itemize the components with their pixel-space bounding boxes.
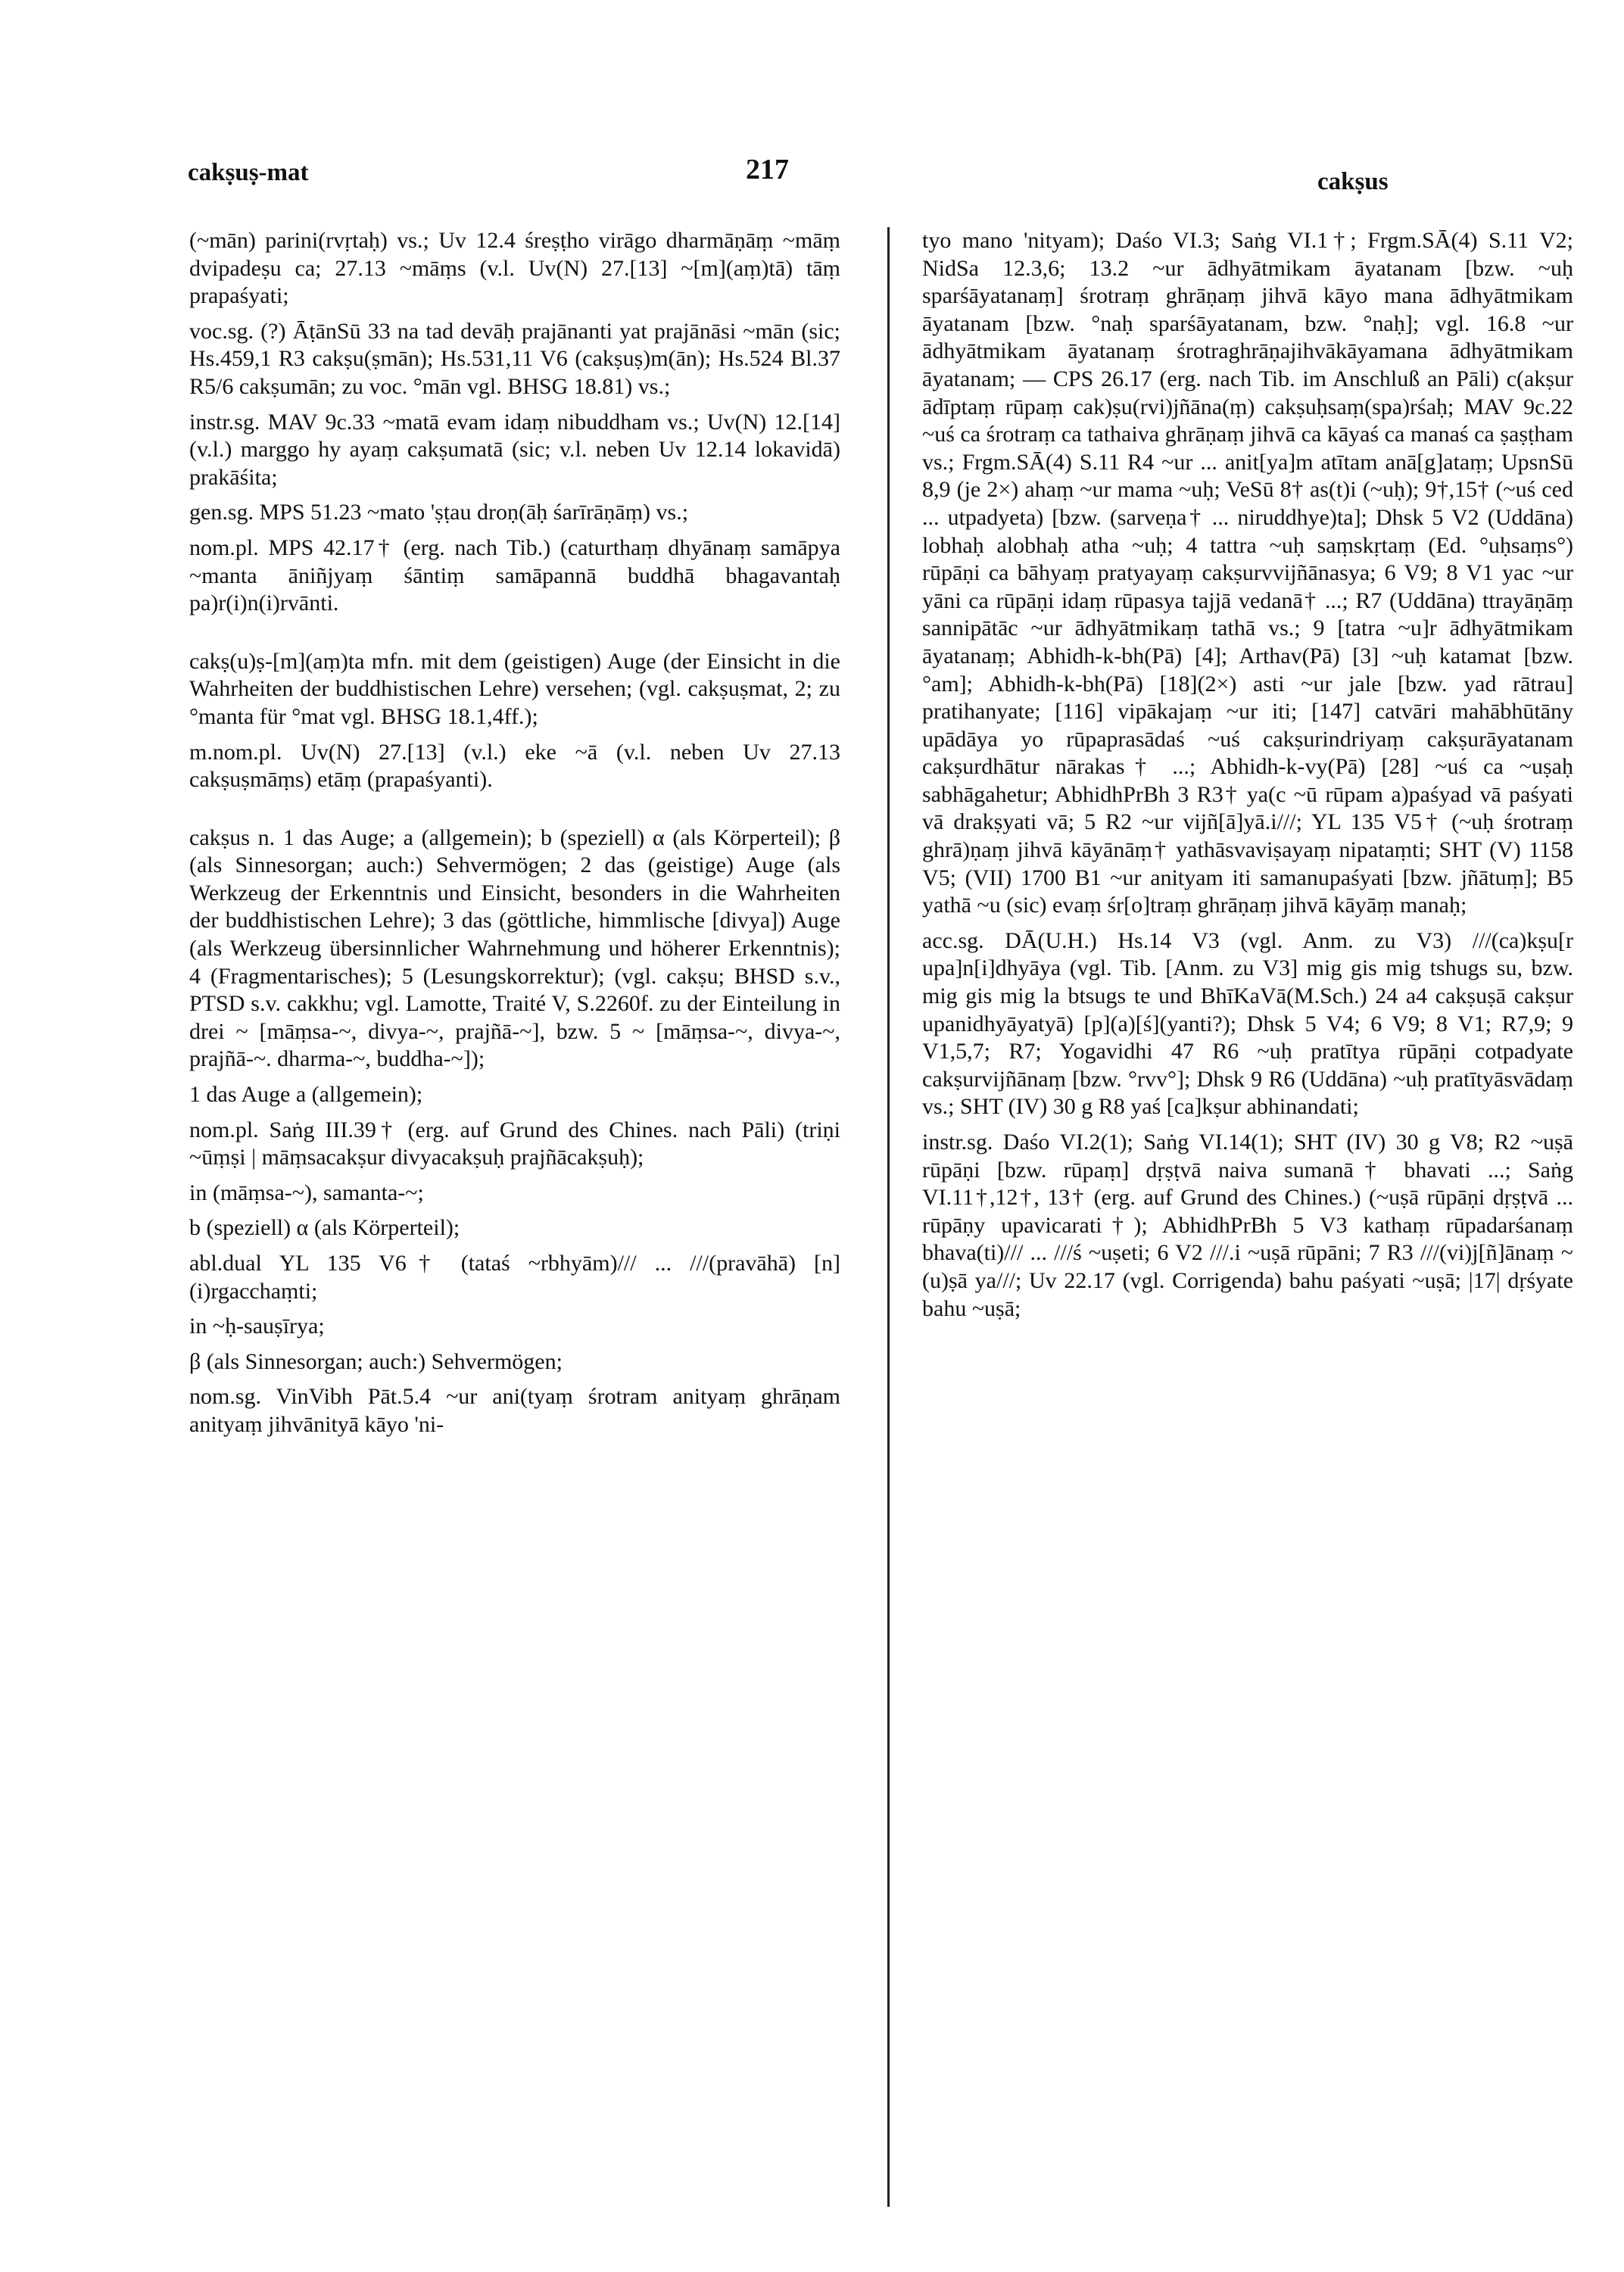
entry-paragraph: voc.sg. (?) ĀṭānSū 33 na tad devāḥ prajānanti yat prajānāsi ~mān (sic; Hs.459,1 R3 cakṣu(ṣmān); Hs.531,11 V6 (cakṣuṣ)m(ān); Hs.524 Bl.37 R5/6 cakṣumān; zu voc. °mān vgl. BHSG 18.81) vs.;	[189, 318, 840, 399]
entry-paragraph: acc.sg. DĀ(U.H.) Hs.14 V3 (vgl. Anm. zu V3) ///(ca)kṣu[r upa]n[i]dhyāya (vgl. Tib. [Anm. zu V3] mig gis mig tshugs su, bzw. mig gis mig la btsugs te und BhīKaVā(M.Sch.) 24 a4 cakṣuṣā cakṣur upanidhyāyatyā) [p](a)[ś](yanti?); Dhsk 5 V4; 6 V9; 8 V1; R7,9; 9 V1,5,7; R7; Yogavidhi 47 R6 ~uḥ pratītya rūpāṇi cotpadyate cakṣurvijñānaṃ [bzw. °rvv°]; Dhsk 9 R6 (Uddāna) ~uḥ pratītyāsvādaṃ vs.; SHT (IV) 30 g R8 yaś [ca]kṣur abhinandati;	[922, 927, 1573, 1120]
entry-paragraph: nom.pl. Saṅg III.39† (erg. auf Grund des Chines. nach Pāli) (triṇi ~ūṃṣi | māṃsacakṣur divyacakṣuḥ prajñācakṣuḥ);	[189, 1117, 840, 1170]
entry-paragraph: gen.sg. MPS 51.23 ~mato 'ṣṭau droṇ(āḥ śarīrāṇāṃ) vs.;	[189, 500, 689, 525]
right-column	[922, 227, 1573, 1323]
headword-entry: cakṣus n. 1 das Auge; a (allgemein); b (speziell) α (als Körperteil); β (als Sinnesorgan; auch:) Sehvermögen; 2 das (geistige) Auge (als Werkzeug der Erkenntnis und Einsicht, besonders in die Wahrheiten der buddhistischen Lehre); 3 das (göttliche, himmlische [divya]) Auge (als Werkzeug übersinnlicher Wahrnehmung und höherer Erkenntnis); 4 (Fragmentarisches); 5 (Lesungskorrektur); (vgl. cakṣu; BHSD s.v., PTSD s.v. cakkhu; vgl. Lamotte, Traité V, S.2260f. zu der Einteilung in drei ~ [māṃsa-~, divya-~, prajñā-~], bzw. 5 ~ [māṃsa-~, divya-~, prajñā-~. dharma-~, buddha-~]);	[189, 824, 840, 1072]
entry-paragraph: instr.sg. MAV 9c.33 ~matā evam idaṃ nibuddham vs.; Uv(N) 12.[14] (v.l.) marggo hy ayaṃ cakṣumatā (sic; v.l. neben Uv 12.14 lokavidā) prakāśita;	[189, 409, 840, 490]
column-divider	[887, 227, 890, 2207]
sense-heading: β (als Sinnesorgan; auch:) Sehvermögen;	[189, 1348, 563, 1374]
entry-paragraph: nom.sg. VinVibh Pāt.5.4 ~ur ani(tyaṃ śrotram anityaṃ ghrāṇam anityaṃ jihvānityā kāyo 'ni-	[189, 1384, 840, 1437]
headword-entry: cakṣ(u)ṣ-[m](aṃ)ta mfn. mit dem (geistigen) Auge (der Einsicht in die Wahrheiten der buddhistischen Lehre) versehen; (vgl. cakṣuṣmat, 2; zu °manta für °mat vgl. BHSG 18.1,4ff.);	[189, 648, 840, 729]
entry-paragraph: abl.dual YL 135 V6† (tataś ~rbhyām)/// ... ///(pravāhā) [n](i)rgacchaṃti;	[189, 1251, 840, 1304]
running-head-right: cakṣus	[1317, 168, 1389, 195]
entry-paragraph: (~mān) parini(rvṛtaḥ) vs.; Uv 12.4 śreṣṭho virāgo dharmāṇāṃ ~māṃ dvipadeṣu ca; 27.13 ~māṃs (v.l. Uv(N) 27.[13] ~[m](aṃ)tā) tāṃ prapaśyati;	[189, 228, 840, 309]
entry-paragraph: instr.sg. Daśo VI.2(1); Saṅg VI.14(1); SHT (IV) 30 g V8; R2 ~uṣā rūpāṇi [bzw. rūpaṃ] dṛṣṭvā naiva sumanā† bhavati ...; Saṅg VI.11†,12†, 13† (erg. auf Grund des Chines.) (~uṣā rūpāṇi dṛṣṭvā ... rūpāṇy upavicarati†); AbhidhPrBh 5 V3 kathaṃ rūpadarśanaṃ bhava(ti)/// ... ///ś ~uṣeti; 6 V2 ///.i ~uṣā rūpāni; 7 R3 ///(vi)j[ñ]ānaṃ ~(u)ṣā ya///; Uv 22.17 (vgl. Corrigenda) bahu paśyati ~uṣā; |17| dṛśyate bahu ~uṣā;	[922, 1130, 1573, 1321]
entry-paragraph: in ~ḥ-sauṣīrya;	[189, 1314, 325, 1339]
sense-heading: 1 das Auge a (allgemein);	[189, 1082, 423, 1108]
entry-paragraph: in (māṃsa-~), samanta-~;	[189, 1180, 424, 1205]
entry-paragraph: nom.pl. MPS 42.17† (erg. nach Tib.) (caturthaṃ dhyānaṃ samāpya ~manta āniñjyaṃ śāntiṃ samāpannā buddhā bhagavantaḥ pa)r(i)n(i)rvānti.	[189, 534, 840, 616]
entry-paragraph: m.nom.pl. Uv(N) 27.[13] (v.l.) eke ~ā (v.l. neben Uv 27.13 cakṣuṣmāṃs) etāṃ (prapaśyanti).	[189, 739, 840, 793]
sense-heading: b (speziell) α (als Körperteil);	[189, 1215, 460, 1241]
entry-paragraph: tyo mano 'nityam); Daśo VI.3; Saṅg VI.1†; Frgm.SĀ(4) S.11 V2; NidSa 12.3,6; 13.2 ~ur ādhyātmikam āyatanam [bzw. ~uḥ sparśāyatanaṃ] śrotraṃ ghrāṇaṃ jihvā kāyo mana ādhyātmikam āyatanam [bzw. °naḥ sparśāyatanam, bzw. °naḥ]; vgl. 16.8 ~ur ādhyātmikam āyatanaṃ śrotraghrāṇajihvākāyamana ādhyātmikam āyatanam; — CPS 26.17 (erg. nach Tib. im Anschluß an Pāli) c(akṣur ādīptaṃ rūpaṃ cak)ṣu(rvi)jñāna(ṃ) cakṣuḥsaṃ(spa)rśaḥ; MAV 9c.22 ~uś ca śrotraṃ ca tathaiva ghrāṇaṃ jihvā ca kāyaś ca manaś ca ṣaṣṭham vs.; Frgm.SĀ(4) S.11 R4 ~ur ... anit[ya]m atītam anā[g]ataṃ; UpsnSū 8,9 (je 2×) ahaṃ ~ur mama ~uḥ; VeSū 8† as(t)i (~uḥ); 9†,15† (~uś ced ... utpadyeta) [bzw. (sarveṇa† ... niruddhye)ta]; Dhsk 5 V2 (Uddāna) lobhaḥ alobhaḥ atha ~uḥ; 4 tattra ~uḥ saṃskṛtaṃ (Ed. °uḥsaṃs°) rūpāṇi ca bāhyaṃ pratyayaṃ cakṣurvvijñānasya; 6 V9; 8 V1 yac ~ur yāni ca rūpāṇi idaṃ rūpasya tajjā vedanā† ...; R7 (Uddāna) ttrayāṇāṃ sannipātāc ~ur ādhyātmikaṃ tathā vs.; 9 [tatra ~u]r ādhyātmikam āyatanaṃ; Abhidh-k-bh(Pā) [4]; Arthav(Pā) [3] ~uḥ katamat [bzw. °am]; Abhidh-k-bh(Pā) [18](2×) asti ~ur jale [bzw. yad rātrau] pratihanyate; [116] vipākajaṃ ~ur iti; [147] catvāri mahābhūtāny upādāya yo rūpaprasādaś ~uś cakṣurindriyaṃ cakṣurāyatanam cakṣurdhātur nārakas† ...; Abhidh-k-vy(Pā) [28] ~uś ca ~uṣaḥ sabhāgahetur; AbhidhPrBh 3 R3† ya(c ~ū rūpam a)paśyad vā paśyati vā drakṣyati vā; 5 R2 ~ur vijñ[ā]yā.i///; YL 135 V5† (~uḥ śrotraṃ ghrā)ṇaṃ jihvā kāyānāṃ† yathāsvaviṣayaṃ nipataṃti; SHT (V) 1158 V5; (VII) 1700 B1 ~ur anityam iti samanupaśyati [bzw. jñātuṃ]; B5 yathā ~u (sic) evaṃ śr[o]traṃ ghrāṇaṃ jihvā kāyāṃ manaḥ;	[922, 228, 1573, 918]
left-column	[189, 227, 840, 1439]
running-head-left: cakṣuṣ-mat	[188, 159, 309, 186]
page-number: 217	[746, 154, 789, 185]
